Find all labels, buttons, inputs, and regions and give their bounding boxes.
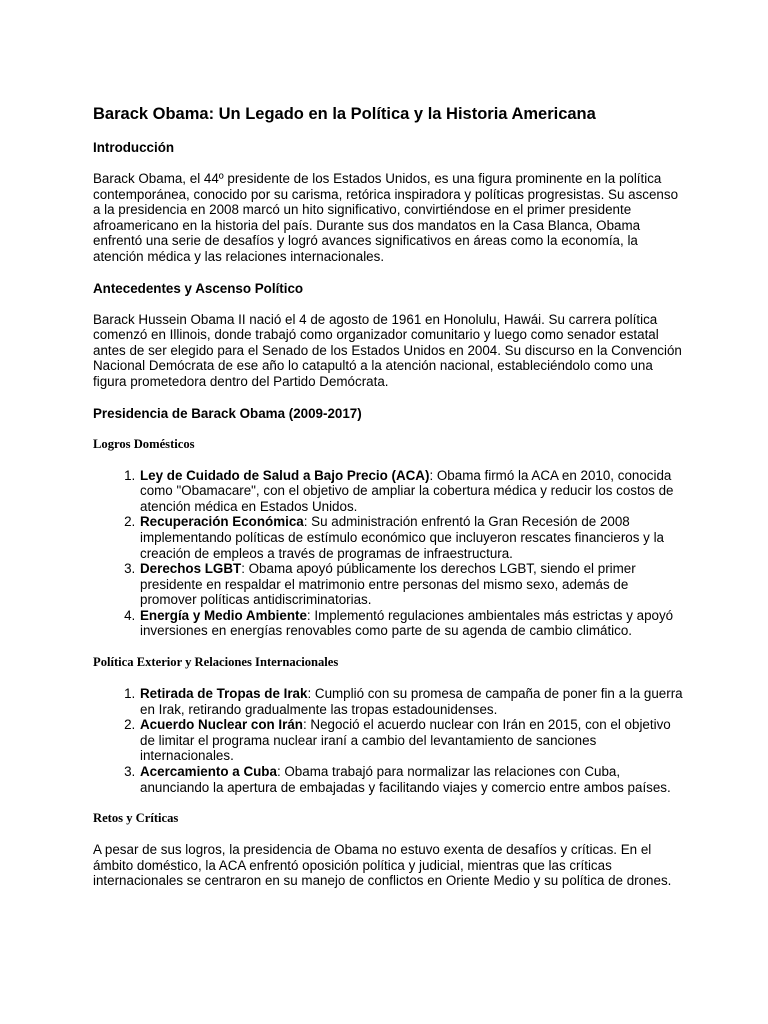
list-item-text: : Negoció el acuerdo nuclear con Irán en 2015, con el objetivo de limitar el programa nuclear iraní a cambio del levantamiento de sanciones internacionales. xyxy=(140,717,671,764)
list-item xyxy=(139,764,683,795)
list-item-term: Acercamiento a Cuba xyxy=(140,764,277,780)
section-heading-background: Antecedentes y Ascenso Político xyxy=(93,280,304,296)
list-item-text: : Obama apoyó públicamente los derechos LGBT, siendo el primer presidente en respaldar el matrimonio entre personas del mismo sexo, además de promover políticas antidiscriminatorias. xyxy=(140,561,636,608)
list-item-term: Energía y Medio Ambiente xyxy=(140,607,307,623)
list-item xyxy=(139,717,683,764)
list-item-text: : Implementó regulaciones ambientales más estrictas y apoyó inversiones en energías renovables como parte de su agenda de cambio climático. xyxy=(140,607,674,639)
list-item-text: : Su administración enfrentó la Gran Recesión de 2008 implementando políticas de estímulo económico que incluyeron rescates financieros y la creación de empleos a través de programas de infraestructura. xyxy=(140,514,665,561)
list-item-text: : Cumplió con su promesa de campaña de poner fin a la guerra en Irak, retirando gradualmente las tropas estadounidenses. xyxy=(140,686,683,717)
section-heading-presidency: Presidencia de Barack Obama (2009-2017) xyxy=(93,405,362,421)
list-item-text: : Obama trabajó para normalizar las relaciones con Cuba, anunciando la apertura de embajadas y facilitando viajes y comercio entre ambos países. xyxy=(140,764,671,795)
list-item-term: Acuerdo Nuclear con Irán xyxy=(140,717,303,733)
background-paragraph: Barack Hussein Obama II nació el 4 de agosto de 1961 en Honolulu, Hawái. Su carrera política comenzó en Illinois, donde trabajó como organizador comunitario y luego como senador estatal antes de ser elegido para el Senado de los Estados Unidos en 2004. Su discurso en la Convención Nacional Demócrata de ese año lo catapultó a la atención nacional, estableciéndolo como una figura prometedora dentro del Partido Demócrata. xyxy=(93,311,682,389)
list-item xyxy=(139,608,683,639)
document-page xyxy=(93,104,683,905)
challenges-paragraph: A pesar de sus logros, la presidencia de Obama no estuvo exenta de desafíos y críticas. En el ámbito doméstico, la ACA enfrentó oposición política y judicial, mientras que las críticas internacionales se centraron en su manejo de conflictos en Oriente Medio y su política de drones. xyxy=(93,842,672,889)
list-item-term: Ley de Cuidado de Salud a Bajo Precio (ACA) xyxy=(140,467,430,483)
subsection-heading-domestic: Logros Domésticos xyxy=(93,436,195,451)
list-item xyxy=(139,514,683,561)
list-item xyxy=(139,686,683,717)
list-item-text: : Obama firmó la ACA en 2010, conocida como "Obamacare", con el objetivo de ampliar la cobertura médica y reducir los costos de atención médica en Estados Unidos. xyxy=(140,467,674,514)
document-title: Barack Obama: Un Legado en la Política y la Historia Americana xyxy=(93,105,596,123)
subsection-heading-challenges: Retos y Críticas xyxy=(93,811,179,826)
subsection-heading-foreign: Política Exterior y Relaciones Internacionales xyxy=(93,655,339,670)
domestic-list xyxy=(93,468,683,640)
intro-paragraph: Barack Obama, el 44º presidente de los Estados Unidos, es una figura prominente en la política contemporánea, conocido por su carisma, retórica inspiradora y políticas progresistas. Su ascenso a la presidencia en 2008 marcó un hito significativo, convirtiéndose en el primer presidente afroamericano en la historia del país. Durante sus dos mandatos en la Casa Blanca, Obama enfrentó una serie de desafíos y logró avances significativos en áreas como la economía, la atención médica y las relaciones internacionales. xyxy=(93,171,679,264)
list-item-term: Derechos LGBT xyxy=(140,561,242,577)
foreign-list xyxy=(93,686,683,795)
list-item xyxy=(139,561,683,608)
list-item xyxy=(139,468,683,515)
list-item-term: Recuperación Económica xyxy=(140,514,304,530)
list-item-term: Retirada de Tropas de Irak xyxy=(140,686,308,702)
section-heading-intro: Introducción xyxy=(93,140,175,155)
